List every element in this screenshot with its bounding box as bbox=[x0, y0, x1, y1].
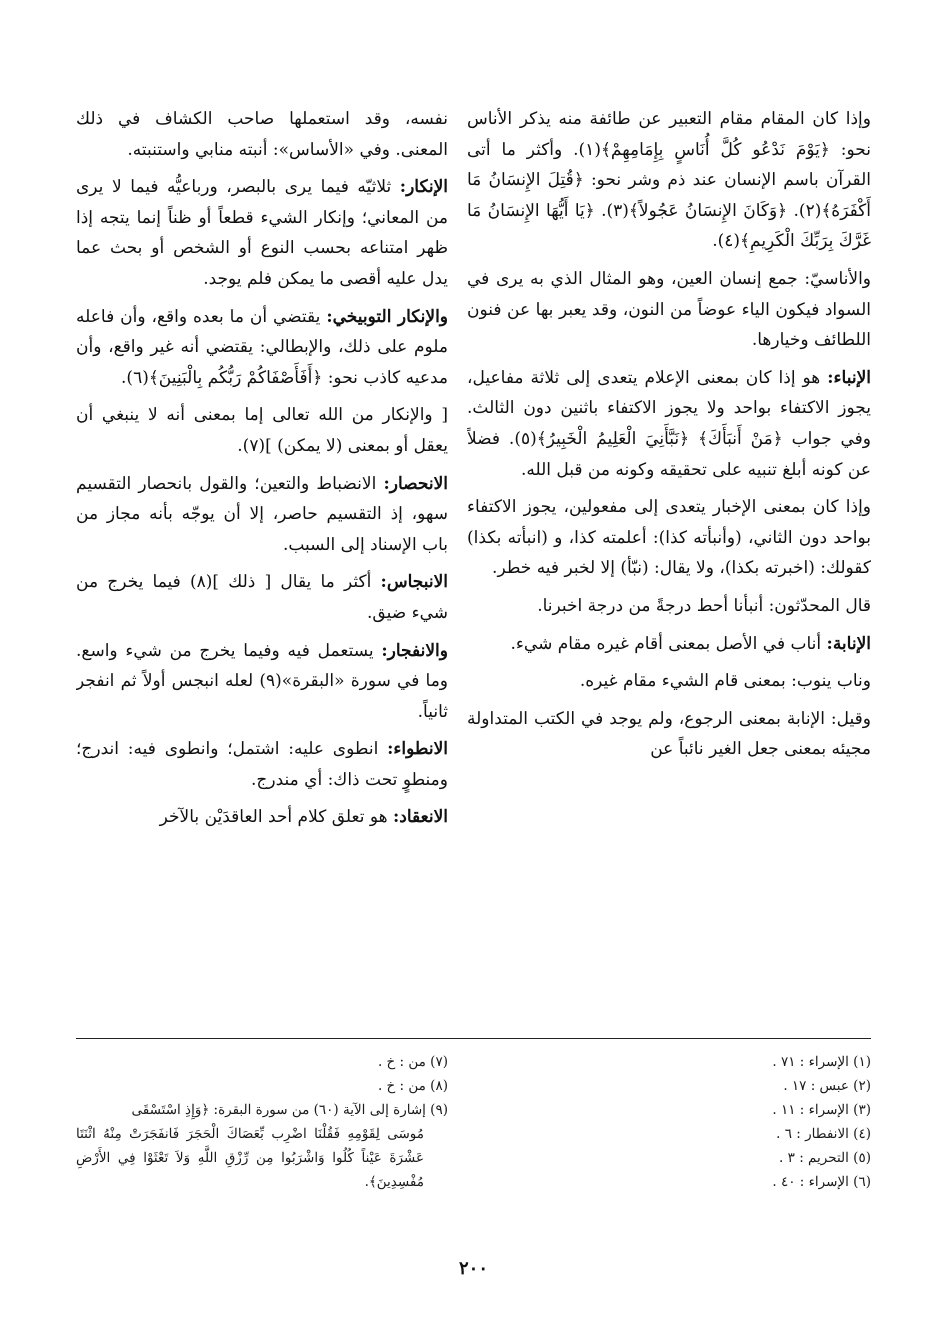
paragraph bbox=[467, 591, 871, 622]
footnote: (٣) الإسراء : ١١ . bbox=[772, 1102, 871, 1118]
entry-text: أناب في الأصل بمعنى أقام غيره مقام شيء. bbox=[510, 633, 822, 654]
entry-text: وقيل: الإنابة بمعنى الرجوع، ولم يوجد في الكتب المتداولة مجيئه بمعنى جعل الغير نائباً عن bbox=[467, 708, 871, 760]
paragraph bbox=[467, 492, 871, 584]
paragraph bbox=[76, 302, 448, 394]
entry-term: الإنابة: bbox=[826, 633, 871, 654]
entry-term: الانبجاس: bbox=[380, 572, 448, 593]
footnote: (٨) من : خ . bbox=[377, 1078, 448, 1094]
footnote: (٧) من : خ . bbox=[377, 1054, 448, 1070]
entry-text: وإذا كان بمعنى الإخبار يتعدى إلى مفعولين، يجوز الاكتفاء بواحد دون الثاني، (وأنبأته كذا): أعلمته كذا، و (انبأته بكذا) كقولك: (اخبرته بكذا)، ولا يقال: (نبّأ) إلا لخبر فيه خطر. bbox=[467, 497, 871, 579]
paragraph bbox=[467, 704, 871, 765]
entry-text: هو إذا كان بمعنى الإعلام يتعدى إلى ثلاثة مفاعيل، يجوز الاكتفاء بواحد ولا يجوز الاكتفاء باثنين دون الثالث. وفي جواب ﴿مَنْ أَنبَأَكَ﴾ ﴿نَبَّأَنِيَ الْعَلِيمُ الْخَبِيرُ﴾(٥). فضلاً عن كونه أبلغ تنبيه على تحقيقه وكونه من قبل الله. bbox=[467, 367, 871, 480]
footnote-divider bbox=[76, 1038, 871, 1039]
paragraph bbox=[467, 666, 871, 697]
paragraph bbox=[76, 636, 448, 728]
entry-term: الانعقاد: bbox=[393, 807, 448, 828]
footnote: (٦) الإسراء : ٤٠ . bbox=[772, 1174, 871, 1190]
entry-text: نفسه، وقد استعملها صاحب الكشاف في ذلك المعنى. وفي «الأساس»: أنبته منابي واستنبته. bbox=[76, 109, 448, 160]
entry-term: الانطواء: bbox=[387, 739, 448, 760]
footnote: (٢) عبس : ١٧ . bbox=[783, 1078, 871, 1094]
entry-text: ثلاثيّه فيما يرى بالبصر، ورباعيُّه فيما لا يرى من المعاني؛ وإنكار الشيء قطعاً أو ظناً إنما يتجه إذا ظهر امتناعه بحسب النوع أو الشخص أو بحث عما يدل عليه أقصى ما يمكن فلم يوجد. bbox=[76, 177, 448, 289]
paragraph bbox=[76, 172, 448, 294]
entry-text: وناب ينوب: بمعنى قام الشيء مقام غيره. bbox=[579, 671, 871, 692]
entry-text: هو تعلق كلام أحد العاقدَيْن بالآخر bbox=[159, 807, 388, 828]
entry-text: والأناسيّ: جمع إنسان العين، وهو المثال الذي به يرى في السواد فيكون الياء عوضاً من النون، وقد يعبر بها عن فنون اللطائف وخيارها. bbox=[467, 268, 871, 351]
entry-text: يقتضي أن ما بعده واقع، وأن فاعله ملوم على ذلك، والإبطالي: يقتضي أنه غير واقع، وأن مدعيه كاذب نحو: ﴿أَفَأَصْفَاكُمْ رَبُّكُم بِالْبَنِينَ﴾(٦). bbox=[76, 306, 448, 388]
entry-term: الانحصار: bbox=[383, 473, 448, 494]
footnote: (١) الإسراء : ٧١ . bbox=[772, 1054, 871, 1070]
paragraph bbox=[76, 469, 448, 561]
footnotes-right bbox=[620, 1050, 871, 1194]
entry-text: [ والإنكار من الله تعالى إما بمعنى أنه لا ينبغي أن يعقل أو بمعنى (لا يمكن) ](٧). bbox=[76, 405, 448, 456]
entry-text: يستعمل فيه وفيما يخرج من شيء واسع. وما في سورة «البقرة»(٩) لعله انبجس أولاً ثم انفجر ثانياً. bbox=[76, 640, 448, 722]
footnotes-left bbox=[76, 1050, 448, 1194]
entry-term: والإنكار التوبيخي: bbox=[326, 306, 448, 327]
footnote-continuation: مُوسَى لِقَوْمِهِ فَقُلْنَا اضْرِب بِّعَصَاكَ الْحَجَرَ فَانفَجَرَتْ مِنْهُ اثْنَتَا عَشْرَةَ عَيْناً كُلُوا وَاشْرَبُوا مِن رِّزْقِ اللَّهِ وَلاَ تَعْثَوْا فِي الأَرْضِ مُفْسِدِينَ﴾. bbox=[76, 1126, 424, 1190]
paragraph bbox=[467, 264, 871, 356]
page-number: ٢٠٠ bbox=[458, 1258, 488, 1279]
paragraph bbox=[467, 363, 871, 485]
paragraph bbox=[467, 104, 871, 257]
footnote: (٩) إشارة إلى الآية (٦٠) من سورة البقرة: ﴿وَإِذِ اسْتَسْقَى bbox=[131, 1102, 448, 1118]
paragraph bbox=[76, 400, 448, 461]
entry-text: الانضباط والتعين؛ والقول بانحصار التقسيم سهو، إذ التقسيم حاصر، إلا أن يوجّه بأنه مجاز من باب الإسناد إلى السبب. bbox=[76, 473, 448, 555]
paragraph bbox=[76, 567, 448, 628]
entry-text: قال المحدّثون: أنبأنا أحط درجةً من درجة اخبرنا. bbox=[537, 595, 871, 616]
footnote: (٤) الانفطار : ٦ . bbox=[776, 1126, 871, 1142]
right-text-column bbox=[467, 104, 871, 1019]
entry-term: الإنباء: bbox=[827, 367, 871, 388]
entry-term: والانفجار: bbox=[381, 640, 448, 661]
entry-text: أكثر ما يقال [ ذلك ](٨) فيما يخرج من شيء ضيق. bbox=[76, 572, 448, 623]
entry-text: وإذا كان المقام مقام التعبير عن طائفة منه يذكر الأناس نحو: ﴿يَوْمَ نَدْعُو كُلَّ أُنَاسٍ بِإِمَامِهِمْ﴾(١). وأكثر ما أتى القرآن باسم الإنسان عند ذم وشر نحو: ﴿قُتِلَ الإِنسَانُ مَا أَكْفَرَهُ﴾(٢). ﴿وَكَانَ الإِنسَانُ عَجُولاً﴾(٣). ﴿يَا أَيُّهَا الإِنسَانُ مَا غَرَّكَ بِرَبِّكَ الْكَرِيمِ﴾(٤). bbox=[467, 109, 871, 252]
entry-text: انطوى عليه: اشتمل؛ وانطوى فيه: اندرج؛ ومنطوٍ تحت ذاك: أي مندرج. bbox=[76, 739, 448, 790]
paragraph bbox=[76, 734, 448, 795]
paragraph bbox=[76, 802, 448, 833]
paragraph bbox=[76, 104, 448, 165]
paragraph bbox=[467, 629, 871, 660]
entry-term: الإنكار: bbox=[399, 177, 448, 198]
left-text-column bbox=[76, 104, 448, 1019]
footnote: (٥) التحريم : ٣ . bbox=[779, 1150, 871, 1166]
